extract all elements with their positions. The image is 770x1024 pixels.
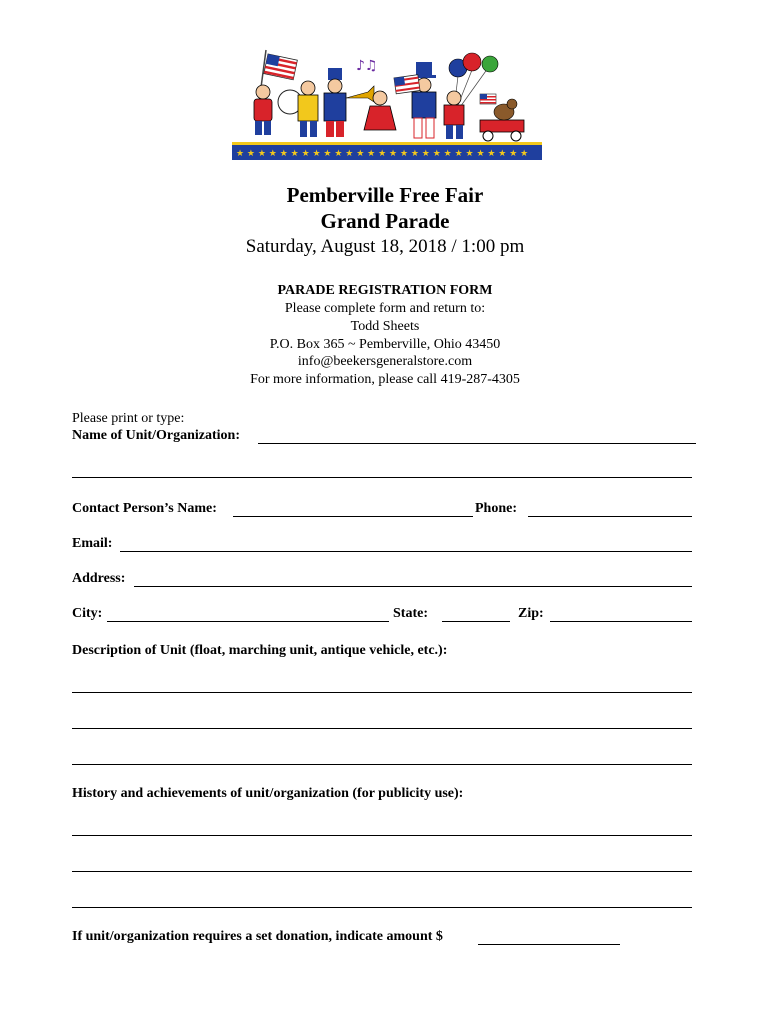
email-input-line[interactable] (120, 551, 692, 552)
address-input-line[interactable] (134, 586, 692, 587)
info-phone: For more information, please call 419-287-4305 (250, 372, 520, 387)
address-label: Address: (72, 571, 126, 586)
return-instructions: Please complete form and return to: (284, 301, 486, 316)
event-title-line1: Pemberville Free Fair (286, 183, 484, 207)
description-input-line-3[interactable] (72, 764, 692, 765)
contact-email: info@beekersgeneralstore.com (297, 354, 473, 369)
phone-input-line[interactable] (528, 516, 692, 517)
state-input-line[interactable] (442, 621, 510, 622)
org-name-input-line-2[interactable] (72, 477, 692, 478)
city-input-line[interactable] (107, 621, 389, 622)
parade-illustration-icon (228, 40, 544, 165)
print-note: Please print or type: (72, 411, 185, 426)
zip-label: Zip: (518, 606, 544, 621)
history-input-line-3[interactable] (72, 907, 692, 908)
donation-amount-input-line[interactable] (478, 944, 620, 945)
donation-label: If unit/organization requires a set donation, indicate amount $ (72, 929, 443, 944)
org-name-label: Name of Unit/Organization: (72, 428, 240, 443)
form-title: PARADE REGISTRATION FORM (277, 283, 493, 298)
event-title-line2: Grand Parade (320, 209, 450, 233)
svg-text:♪♫: ♪♫ (356, 58, 378, 74)
history-label: History and achievements of unit/organization (for publicity use): (72, 786, 464, 801)
contact-person-label: Contact Person’s Name: (72, 501, 217, 516)
parade-banner-illustration (228, 40, 544, 165)
event-date: Saturday, August 18, 2018 / 1:00 pm (245, 236, 525, 257)
history-input-line-2[interactable] (72, 871, 692, 872)
org-name-input-line[interactable] (258, 443, 696, 444)
state-label: State: (393, 606, 428, 621)
phone-label: Phone: (475, 501, 517, 516)
contact-name: Todd Sheets (350, 319, 420, 334)
description-input-line-1[interactable] (72, 692, 692, 693)
description-input-line-2[interactable] (72, 728, 692, 729)
contact-person-input-line[interactable] (233, 516, 473, 517)
history-input-line-1[interactable] (72, 835, 692, 836)
email-label: Email: (72, 536, 113, 551)
svg-text:★ ★ ★ ★ ★ ★ ★ ★ ★ ★ ★ ★ ★ ★ ★: ★ ★ ★ ★ ★ ★ ★ ★ ★ ★ ★ ★ ★ ★ ★ ★ ★ ★ ★ ★ ★ ★ ★ ★ ★ ★ ★ (236, 149, 529, 159)
city-label: City: (72, 606, 103, 621)
description-label: Description of Unit (float, marching unit, antique vehicle, etc.): (72, 643, 448, 658)
mailing-address: P.O. Box 365 ~ Pemberville, Ohio 43450 (269, 337, 501, 352)
zip-input-line[interactable] (550, 621, 692, 622)
